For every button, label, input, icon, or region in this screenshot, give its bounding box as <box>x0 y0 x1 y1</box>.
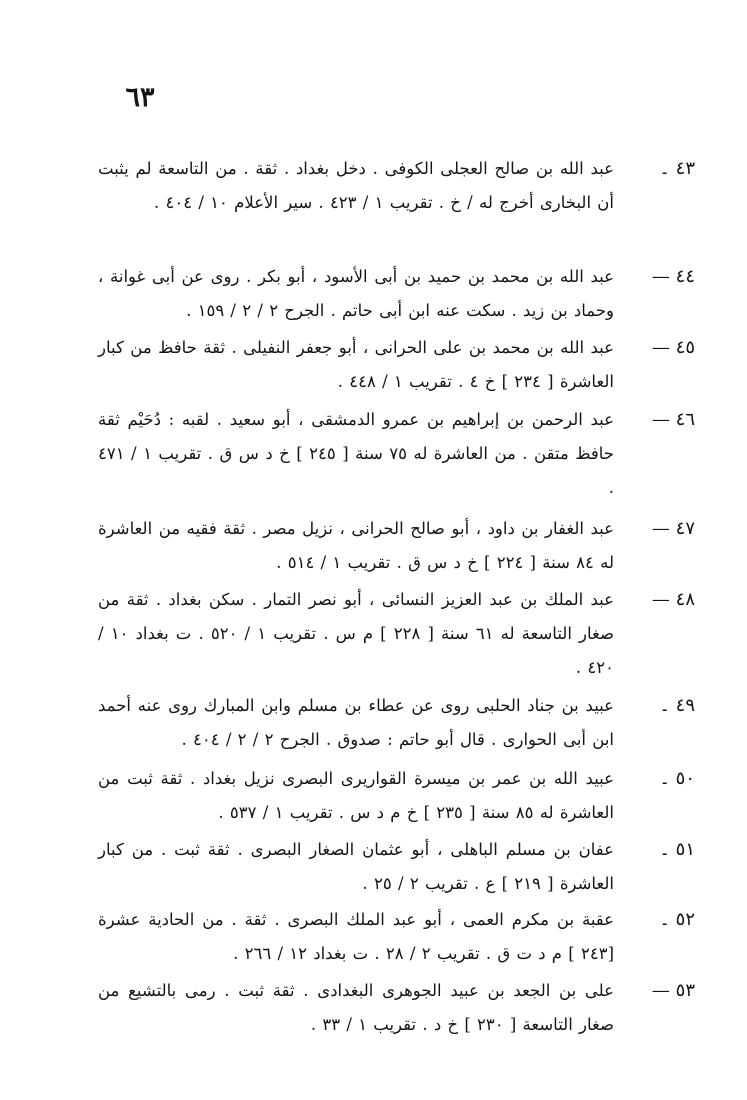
entry-text: عبد الغفار بن داود ، أبو صالح الحرانى ، نزيل مصر . ثقة فقيه من العاشرة له ٨٤ سنة [ ٢٢٤ ] خ د س ق . تقريب ١ / ٥١٤ . <box>98 519 614 572</box>
entry-text: عبد الرحمن بن إبراهيم بن عمرو الدمشقى ، أبو سعيد . لقبه : دُحَيْم ثقة حافظ متقن . من العاشرة له ٧٥ سنة [ ٢٤٥ ] خ د س ق . تقريب ١ / ٤٧١ . <box>98 410 614 497</box>
entry-number: ٤٥ — <box>651 337 695 358</box>
page-number: ٦٣ <box>125 82 155 113</box>
entry-number: ٥٠ ۔ <box>659 768 695 789</box>
entry-number: ٤٨ — <box>651 589 695 610</box>
entry-number: ٥٣ — <box>651 980 695 1001</box>
entry-number: ٥٢ ۔ <box>659 909 695 930</box>
entry-number: ٤٧ — <box>651 518 695 539</box>
entry-text: عبد الله بن محمد بن حميد بن أبى الأسود ، أبو بكر . روى عن أبى غوانة ، وحماد بن زيد . سكت عنه ابن أبى حاتم . الجرح ٢ / ٢ / ١٥٩ . <box>98 267 614 320</box>
entry-text: عبيد بن جناد الحلبى روى عن عطاء بن مسلم وابن المبارك روى عنه أحمد ابن أبى الحوارى . قال أبو حاتم : صدوق . الجرح ٢ / ٢ / ٤٠٤ . <box>98 696 614 749</box>
entry-text: عبيد الله بن عمر بن ميسرة القواريرى البصرى نزيل بغداد . ثقة ثبت من العاشرة له ٨٥ سنة [ ٢٣٥ ] خ م د س . تقريب ١ / ٥٣٧ . <box>98 769 614 822</box>
entry-text: على بن الجعد بن عبيد الجوهرى البغدادى . ثقة ثبت . رمى بالتشيع من صغار التاسعة [ ٢٣٠ ] خ د . تقريب ١ / ٣٣ . <box>98 981 614 1034</box>
entry-text: عبد الله بن صالح العجلى الكوفى . دخل بغداد . ثقة . من التاسعة لم يثبت أن البخارى أخرج له / خ . تقريب ١ / ٤٢٣ . سير الأعلام ١٠ / ٤٠٤ . <box>98 159 614 212</box>
entry-number: ٥١ ۔ <box>659 839 695 860</box>
entry-number: ٤٩ ۔ <box>659 695 695 716</box>
entry-number: ٤٦ — <box>651 409 695 430</box>
entry-number: ٤٤ — <box>651 266 695 287</box>
entry-text: عفان بن مسلم الباهلى ، أبو عثمان الصغار البصرى . ثقة ثبت . من كبار العاشرة [ ٢١٩ ] ع . تقريب ٢ / ٢٥ . <box>98 840 614 893</box>
entry-number: ٤٣ ۔ <box>659 158 695 179</box>
entry-text: عبد الملك بن عبد العزيز النسائى ، أبو نصر التمار . سكن بغداد . ثقة من صغار التاسعة له ٦١ سنة [ ٢٢٨ ] م س . تقريب ١ / ٥٢٠ . ت بغداد ١٠ / ٤٢٠ . <box>98 590 615 677</box>
entry-text: عقبة بن مكرم العمى ، أبو عبد الملك البصرى . ثقة . من الحادية عشرة [٢٤٣ ] م د ت ق . تقريب ٢ / ٢٨ . ت بغداد ١٢ / ٢٦٦ . <box>98 910 614 963</box>
entry-text: عبد الله بن محمد بن على الحرانى ، أبو جعفر النفيلى . ثقة حافظ من كبار العاشرة [ ٢٣٤ ] خ ٤ . تقريب ١ / ٤٤٨ . <box>98 338 614 391</box>
